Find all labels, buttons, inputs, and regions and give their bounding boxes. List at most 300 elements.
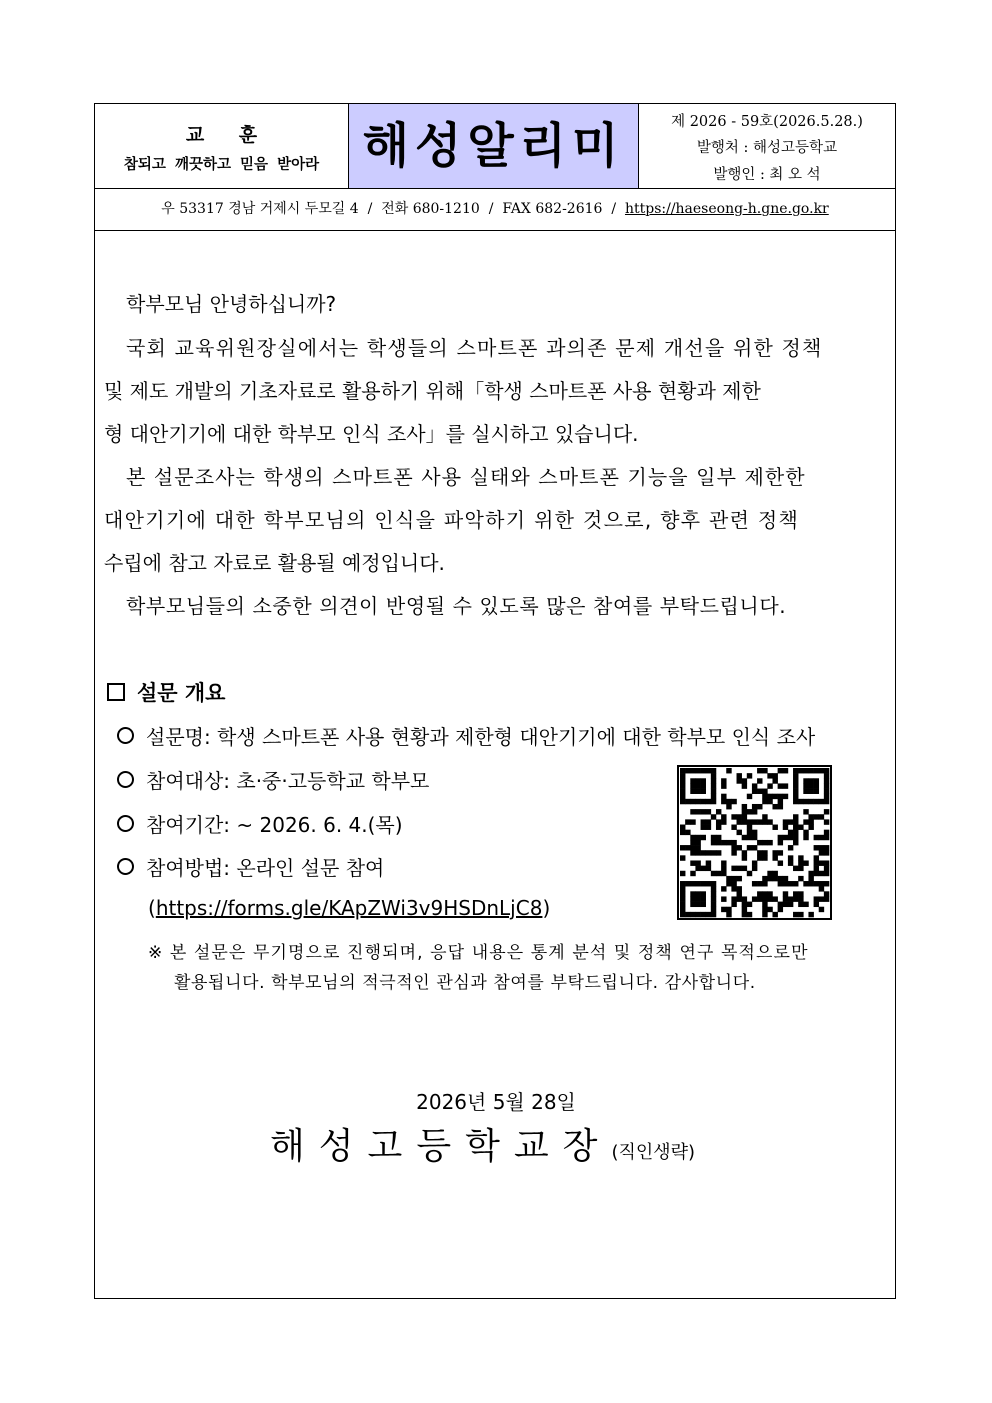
qr-module bbox=[742, 907, 747, 912]
qr-module bbox=[721, 783, 726, 788]
qr-module bbox=[731, 799, 736, 804]
qr-module bbox=[690, 902, 695, 907]
paragraph-2-line-1: 본 설문조사는 학생의 스마트폰 사용 실태와 스마트폰 기능을 일부 제한한 bbox=[126, 465, 806, 489]
qr-module bbox=[680, 855, 685, 860]
fax: FAX 682-2616 bbox=[502, 201, 603, 217]
qr-module bbox=[680, 799, 685, 804]
qr-module bbox=[814, 902, 819, 907]
qr-module bbox=[706, 819, 711, 824]
qr-module bbox=[788, 902, 793, 907]
qr-module bbox=[737, 845, 742, 850]
qr-module bbox=[757, 804, 762, 809]
qr-module bbox=[721, 896, 726, 901]
qr-module bbox=[701, 902, 706, 907]
qr-module bbox=[695, 799, 700, 804]
qr-module bbox=[772, 850, 777, 855]
qr-module bbox=[762, 907, 767, 912]
qr-module bbox=[803, 809, 808, 814]
qr-module bbox=[767, 907, 772, 912]
qr-module bbox=[783, 891, 788, 896]
qr-module bbox=[711, 840, 716, 845]
qr-module bbox=[701, 912, 706, 917]
issuer: 발행인 : 최 오 석 bbox=[713, 167, 821, 183]
qr-module bbox=[716, 871, 721, 876]
separator: / bbox=[611, 201, 617, 217]
qr-module bbox=[803, 783, 808, 788]
qr-module bbox=[742, 855, 747, 860]
qr-module bbox=[716, 840, 721, 845]
qr-module bbox=[793, 819, 798, 824]
qr-module bbox=[752, 809, 757, 814]
qr-module bbox=[737, 830, 742, 835]
qr-module bbox=[747, 819, 752, 824]
qr-module bbox=[798, 768, 803, 773]
qr-module bbox=[701, 825, 706, 830]
qr-module bbox=[726, 881, 731, 886]
qr-module bbox=[747, 825, 752, 830]
qr-module bbox=[742, 902, 747, 907]
qr-module bbox=[695, 809, 700, 814]
qr-module bbox=[695, 835, 700, 840]
qr-module bbox=[819, 860, 824, 865]
qr-module bbox=[726, 804, 731, 809]
paragraph-text: 국회 교육위원장실에서는 학생들의 스마트폰 과의존 문제 개선을 위한 정책 bbox=[126, 336, 823, 360]
qr-module bbox=[814, 778, 819, 783]
qr-module bbox=[772, 794, 777, 799]
qr-module bbox=[701, 835, 706, 840]
qr-module bbox=[767, 876, 772, 881]
checkbox-square-icon bbox=[107, 683, 125, 701]
qr-module bbox=[798, 902, 803, 907]
qr-module bbox=[701, 768, 706, 773]
qr-module bbox=[788, 835, 793, 840]
qr-module bbox=[762, 876, 767, 881]
survey-link[interactable]: https://forms.gle/KApZWi3v9HSDnLjC8 bbox=[155, 896, 543, 920]
qr-module bbox=[695, 912, 700, 917]
survey-section-heading bbox=[107, 677, 225, 707]
qr-module bbox=[798, 896, 803, 901]
qr-module bbox=[726, 912, 731, 917]
qr-module bbox=[701, 778, 706, 783]
qr-module bbox=[819, 799, 824, 804]
qr-module bbox=[767, 891, 772, 896]
qr-module bbox=[706, 768, 711, 773]
qr-module bbox=[690, 891, 695, 896]
qr-module bbox=[706, 825, 711, 830]
qr-module bbox=[690, 871, 695, 876]
qr-module bbox=[716, 835, 721, 840]
qr-module bbox=[706, 850, 711, 855]
qr-module bbox=[695, 881, 700, 886]
qr-module bbox=[701, 891, 706, 896]
qr-module bbox=[721, 778, 726, 783]
qr-module bbox=[793, 814, 798, 819]
qr-module bbox=[783, 825, 788, 830]
qr-module bbox=[762, 896, 767, 901]
qr-module bbox=[690, 860, 695, 865]
qr-module bbox=[778, 876, 783, 881]
qr-module bbox=[824, 783, 829, 788]
qr-module bbox=[793, 840, 798, 845]
qr-module bbox=[793, 866, 798, 871]
qr-module bbox=[772, 804, 777, 809]
qr-module bbox=[788, 896, 793, 901]
website-link[interactable]: https://haeseong-h.gne.go.kr bbox=[624, 201, 829, 217]
qr-module bbox=[701, 896, 706, 901]
separator: / bbox=[367, 201, 373, 217]
motto-text: 참되고 깨끗하고 믿음 받아라 bbox=[123, 156, 320, 173]
qr-module bbox=[752, 830, 757, 835]
qr-module bbox=[778, 799, 783, 804]
qr-module bbox=[814, 814, 819, 819]
qr-module bbox=[808, 789, 813, 794]
qr-module bbox=[772, 773, 777, 778]
qr-module bbox=[742, 783, 747, 788]
qr-module bbox=[824, 778, 829, 783]
qr-module bbox=[690, 845, 695, 850]
survey-note-line-2: 활용됩니다. 학부모님의 적극적인 관심과 참여를 부탁드립니다. 감사합니다. bbox=[174, 973, 756, 993]
qr-module bbox=[690, 778, 695, 783]
qr-module bbox=[803, 778, 808, 783]
qr-module bbox=[757, 891, 762, 896]
qr-module bbox=[788, 855, 793, 860]
qr-module bbox=[742, 866, 747, 871]
qr-module bbox=[762, 768, 767, 773]
signature-block bbox=[270, 1118, 695, 1169]
qr-module bbox=[695, 840, 700, 845]
qr-module bbox=[742, 819, 747, 824]
qr-module bbox=[747, 845, 752, 850]
qr-module bbox=[685, 799, 690, 804]
qr-module bbox=[711, 835, 716, 840]
qr-module bbox=[824, 835, 829, 840]
qr-module bbox=[762, 814, 767, 819]
qr-module bbox=[721, 794, 726, 799]
qr-module bbox=[690, 768, 695, 773]
qr-module bbox=[803, 881, 808, 886]
qr-module bbox=[752, 845, 757, 850]
qr-module bbox=[742, 778, 747, 783]
qr-module bbox=[814, 799, 819, 804]
qr-module bbox=[778, 902, 783, 907]
qr-module bbox=[819, 850, 824, 855]
qr-module bbox=[701, 866, 706, 871]
header bbox=[95, 104, 895, 189]
qr-module bbox=[808, 912, 813, 917]
qr-module bbox=[814, 881, 819, 886]
qr-module bbox=[793, 912, 798, 917]
qr-module bbox=[685, 768, 690, 773]
motto-title: 교 훈 bbox=[185, 124, 272, 146]
qr-module bbox=[731, 876, 736, 881]
qr-module bbox=[752, 835, 757, 840]
qr-module bbox=[726, 768, 731, 773]
qr-module bbox=[757, 789, 762, 794]
qr-module bbox=[808, 814, 813, 819]
qr-module bbox=[711, 896, 716, 901]
survey-period-item bbox=[117, 809, 403, 838]
qr-module bbox=[762, 799, 767, 804]
qr-module bbox=[742, 804, 747, 809]
qr-module bbox=[778, 804, 783, 809]
qr-module bbox=[772, 876, 777, 881]
survey-name-item bbox=[117, 721, 815, 750]
qr-module bbox=[680, 902, 685, 907]
qr-module bbox=[808, 819, 813, 824]
qr-module bbox=[680, 794, 685, 799]
qr-module bbox=[778, 860, 783, 865]
qr-module bbox=[711, 886, 716, 891]
qr-module bbox=[731, 845, 736, 850]
qr-module bbox=[685, 819, 690, 824]
qr-module bbox=[695, 891, 700, 896]
qr-module bbox=[747, 809, 752, 814]
qr-module bbox=[752, 789, 757, 794]
newsletter-title: 해성알리미 bbox=[349, 104, 639, 188]
qr-module bbox=[757, 881, 762, 886]
qr-module bbox=[737, 778, 742, 783]
qr-module bbox=[726, 876, 731, 881]
paren-open: ( bbox=[148, 896, 156, 920]
qr-module bbox=[767, 773, 772, 778]
qr-module bbox=[680, 830, 685, 835]
qr-module bbox=[747, 902, 752, 907]
qr-module bbox=[803, 830, 808, 835]
qr-module bbox=[762, 855, 767, 860]
qr-module bbox=[742, 809, 747, 814]
paragraph-3: 학부모님들의 소중한 의견이 반영될 수 있도록 많은 참여를 부탁드립니다. bbox=[126, 594, 787, 618]
qr-module bbox=[819, 871, 824, 876]
qr-module bbox=[742, 896, 747, 901]
qr-module bbox=[793, 835, 798, 840]
survey-note-line-1: ※ 본 설문은 무기명으로 진행되며, 응답 내용은 통계 분석 및 정책 연구 목적으로만 bbox=[148, 943, 809, 963]
issue-number: 제 2026 - 59호(2026.5.28.) bbox=[671, 114, 863, 130]
section-title: 설문 개요 bbox=[137, 681, 226, 705]
qr-module bbox=[778, 907, 783, 912]
qr-module bbox=[819, 896, 824, 901]
qr-module bbox=[788, 819, 793, 824]
qr-module bbox=[772, 778, 777, 783]
qr-module bbox=[680, 845, 685, 850]
qr-module bbox=[737, 773, 742, 778]
qr-module bbox=[793, 891, 798, 896]
qr-module bbox=[783, 902, 788, 907]
qr-module bbox=[798, 866, 803, 871]
qr-module bbox=[737, 891, 742, 896]
qr-module bbox=[716, 825, 721, 830]
qr-module bbox=[701, 783, 706, 788]
qr-module bbox=[737, 814, 742, 819]
qr-module bbox=[726, 840, 731, 845]
greeting: 학부모님 안녕하십니까? bbox=[126, 292, 337, 316]
paren-close: ) bbox=[542, 896, 551, 920]
qr-module bbox=[808, 783, 813, 788]
qr-module bbox=[680, 907, 685, 912]
qr-module bbox=[721, 840, 726, 845]
qr-module bbox=[757, 896, 762, 901]
qr-module bbox=[803, 819, 808, 824]
qr-module bbox=[716, 850, 721, 855]
qr-module bbox=[814, 866, 819, 871]
qr-module bbox=[690, 799, 695, 804]
qr-module bbox=[808, 881, 813, 886]
survey-link-line bbox=[148, 896, 550, 920]
qr-module bbox=[814, 855, 819, 860]
qr-module bbox=[772, 825, 777, 830]
qr-module bbox=[767, 783, 772, 788]
phone: 전화 680-1210 bbox=[381, 201, 480, 217]
qr-module bbox=[762, 840, 767, 845]
qr-module bbox=[685, 881, 690, 886]
circle-bullet-icon bbox=[117, 858, 134, 875]
qr-module bbox=[778, 840, 783, 845]
qr-module bbox=[824, 819, 829, 824]
qr-module bbox=[762, 891, 767, 896]
qr-module bbox=[701, 850, 706, 855]
qr-module bbox=[721, 799, 726, 804]
qr-module bbox=[680, 778, 685, 783]
qr-module bbox=[788, 845, 793, 850]
qr-module bbox=[772, 896, 777, 901]
qr-module bbox=[819, 907, 824, 912]
qr-module bbox=[819, 814, 824, 819]
qr-module bbox=[803, 799, 808, 804]
qr-module bbox=[711, 799, 716, 804]
issue-date: 2026년 5월 28일 bbox=[416, 1090, 576, 1114]
survey-target-item bbox=[117, 765, 429, 794]
qr-module bbox=[824, 860, 829, 865]
qr-module bbox=[778, 783, 783, 788]
survey-target: 참여대상: 초·중·고등학교 학부모 bbox=[146, 769, 430, 793]
qr-module bbox=[793, 773, 798, 778]
qr-module bbox=[742, 850, 747, 855]
qr-module bbox=[752, 860, 757, 865]
qr-module bbox=[737, 866, 742, 871]
qr-module bbox=[685, 912, 690, 917]
qr-module bbox=[711, 871, 716, 876]
qr-module bbox=[767, 871, 772, 876]
paragraph-1-line-1 bbox=[126, 332, 886, 361]
qr-module bbox=[798, 860, 803, 865]
qr-module bbox=[731, 896, 736, 901]
qr-module bbox=[695, 845, 700, 850]
qr-module bbox=[731, 825, 736, 830]
qr-module bbox=[757, 768, 762, 773]
qr-module bbox=[767, 840, 772, 845]
qr-module bbox=[824, 866, 829, 871]
signer: 해성고등학교장 bbox=[270, 1126, 612, 1167]
qr-module bbox=[711, 850, 716, 855]
qr-module bbox=[783, 794, 788, 799]
qr-module bbox=[680, 891, 685, 896]
qr-module bbox=[706, 866, 711, 871]
qr-module bbox=[706, 799, 711, 804]
qr-module bbox=[814, 860, 819, 865]
qr-module bbox=[793, 881, 798, 886]
qr-module bbox=[808, 871, 813, 876]
qr-module bbox=[747, 912, 752, 917]
qr-module bbox=[695, 768, 700, 773]
qr-module bbox=[783, 768, 788, 773]
qr-module bbox=[824, 809, 829, 814]
circle-bullet-icon bbox=[117, 727, 134, 744]
qr-module bbox=[701, 799, 706, 804]
qr-module bbox=[819, 768, 824, 773]
qr-module bbox=[819, 845, 824, 850]
qr-module bbox=[798, 876, 803, 881]
qr-module bbox=[819, 886, 824, 891]
qr-module bbox=[695, 896, 700, 901]
qr-module bbox=[711, 907, 716, 912]
qr-module bbox=[788, 830, 793, 835]
qr-module bbox=[772, 912, 777, 917]
qr-module bbox=[793, 799, 798, 804]
qr-module bbox=[762, 912, 767, 917]
qr-module bbox=[695, 902, 700, 907]
qr-module bbox=[783, 819, 788, 824]
qr-module bbox=[788, 860, 793, 865]
qr-module bbox=[711, 778, 716, 783]
qr-module bbox=[685, 830, 690, 835]
qr-module bbox=[778, 850, 783, 855]
qr-module bbox=[690, 809, 695, 814]
qr-module bbox=[762, 819, 767, 824]
survey-name: 설문명: 학생 스마트폰 사용 현황과 제한형 대안기기에 대한 학부모 인식 조사 bbox=[146, 725, 816, 749]
qr-module bbox=[814, 845, 819, 850]
qr-module bbox=[731, 886, 736, 891]
qr-module bbox=[824, 881, 829, 886]
qr-module bbox=[701, 819, 706, 824]
qr-module bbox=[772, 855, 777, 860]
school-motto bbox=[95, 104, 349, 188]
qr-module bbox=[680, 896, 685, 901]
qr-module bbox=[721, 814, 726, 819]
qr-module bbox=[721, 860, 726, 865]
qr-module bbox=[803, 835, 808, 840]
qr-module bbox=[793, 768, 798, 773]
qr-module bbox=[808, 778, 813, 783]
qr-module bbox=[737, 886, 742, 891]
qr-module bbox=[824, 850, 829, 855]
qr-module bbox=[711, 902, 716, 907]
qr-module bbox=[711, 891, 716, 896]
qr-module bbox=[731, 840, 736, 845]
qr-module bbox=[752, 866, 757, 871]
qr-module bbox=[772, 871, 777, 876]
qr-module bbox=[747, 830, 752, 835]
qr-module bbox=[695, 860, 700, 865]
qr-module bbox=[798, 912, 803, 917]
qr-module bbox=[721, 866, 726, 871]
qr-module bbox=[798, 891, 803, 896]
qr-module bbox=[680, 783, 685, 788]
qr-module bbox=[742, 912, 747, 917]
qr-module bbox=[762, 881, 767, 886]
qr-module bbox=[778, 768, 783, 773]
qr-module bbox=[747, 871, 752, 876]
qr-module bbox=[701, 789, 706, 794]
qr-module bbox=[701, 881, 706, 886]
qr-module bbox=[824, 773, 829, 778]
qr-module bbox=[716, 809, 721, 814]
qr-module bbox=[752, 881, 757, 886]
address: 우 53317 경남 거제시 두모길 4 bbox=[161, 201, 359, 217]
qr-module bbox=[803, 789, 808, 794]
qr-module bbox=[824, 891, 829, 896]
qr-module bbox=[711, 789, 716, 794]
survey-method-item bbox=[117, 852, 384, 881]
qr-module bbox=[752, 783, 757, 788]
